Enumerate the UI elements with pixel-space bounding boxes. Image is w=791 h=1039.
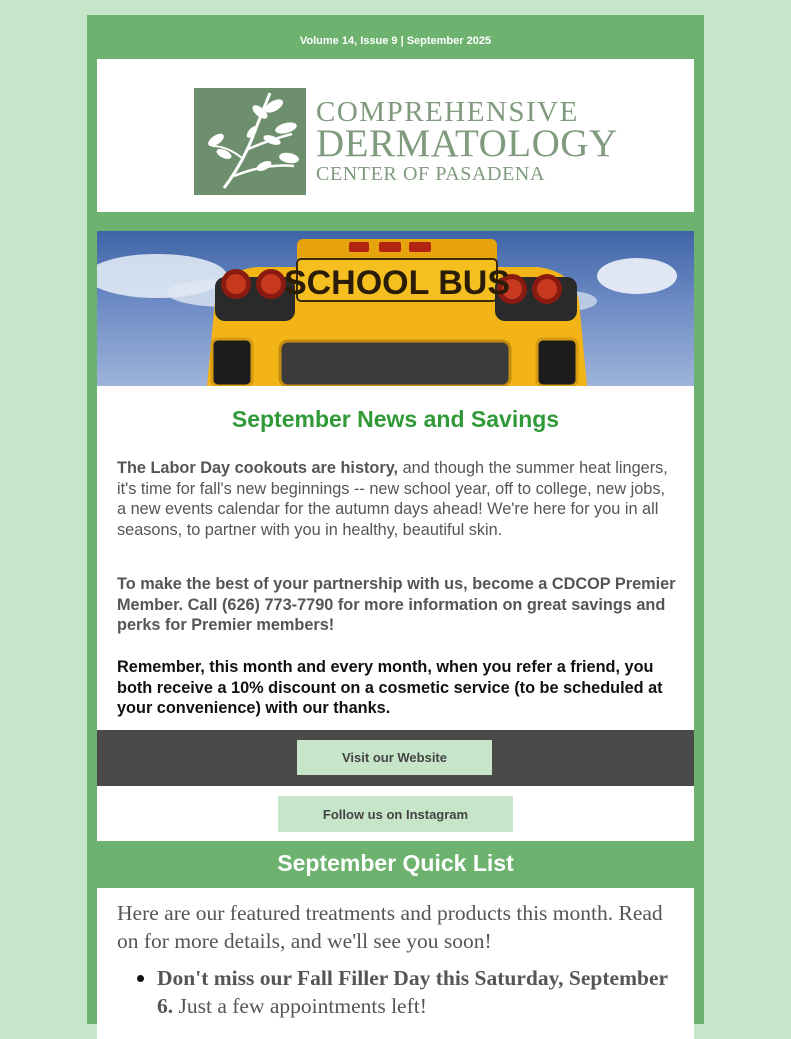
logo-line-2: DERMATOLOGY bbox=[316, 122, 618, 165]
leaf-branch-logo-icon bbox=[194, 88, 306, 195]
hero-school-bus-image bbox=[97, 231, 694, 386]
list-item-text: Just a few appointments left! bbox=[173, 994, 427, 1018]
visit-website-button[interactable]: Visit our Website bbox=[297, 740, 492, 775]
issue-line: Volume 14, Issue 9 | September 2025 bbox=[299, 35, 492, 47]
quick-list-intro: Here are our featured treatments and products this month. Read on for more details, and we'll see you soon! bbox=[117, 901, 663, 953]
bullet-icon bbox=[137, 975, 144, 982]
follow-instagram-button[interactable]: Follow us on Instagram bbox=[278, 796, 513, 832]
referral-paragraph: Remember, this month and every month, when you refer a friend, you both receive a 10% discount on a cosmetic service (to be scheduled at your convenience) with our thanks. bbox=[117, 658, 663, 717]
website-button-band bbox=[97, 730, 694, 786]
logo-line-1: COMPREHENSIVE bbox=[316, 96, 579, 128]
news-section bbox=[97, 386, 694, 730]
newsletter-frame bbox=[87, 15, 704, 1024]
intro-lead: The Labor Day cookouts are history, bbox=[117, 459, 399, 477]
bus-sign-text: SCHOOL BUS bbox=[283, 264, 511, 302]
quick-list-title: September Quick List bbox=[277, 850, 514, 876]
logo-card bbox=[97, 59, 694, 212]
intro-body: and though the summer heat lingers, it's time for fall's new beginnings -- new school year, off to college, new jobs, a new events calendar for the autumn days ahead! We're here for you in all seasons, to partner with you in healthy, beautiful skin. bbox=[117, 459, 668, 539]
quick-list bbox=[117, 964, 677, 1020]
intro-paragraph bbox=[117, 458, 677, 540]
instagram-button-area bbox=[97, 786, 694, 841]
premier-member-paragraph: To make the best of your partnership with us, become a CDCOP Premier Member. Call (626) 773-7790 for more information on great savings and perks for Premier members! bbox=[117, 575, 676, 634]
quick-list-section bbox=[97, 888, 694, 1039]
logo-line-3: CENTER OF PASADENA bbox=[316, 163, 545, 185]
list-item bbox=[117, 964, 677, 1020]
section-headline: September News and Savings bbox=[231, 406, 560, 432]
list-item-bold: Don't miss our Fall Filler Day this Saturday, September 6. bbox=[157, 966, 668, 1018]
